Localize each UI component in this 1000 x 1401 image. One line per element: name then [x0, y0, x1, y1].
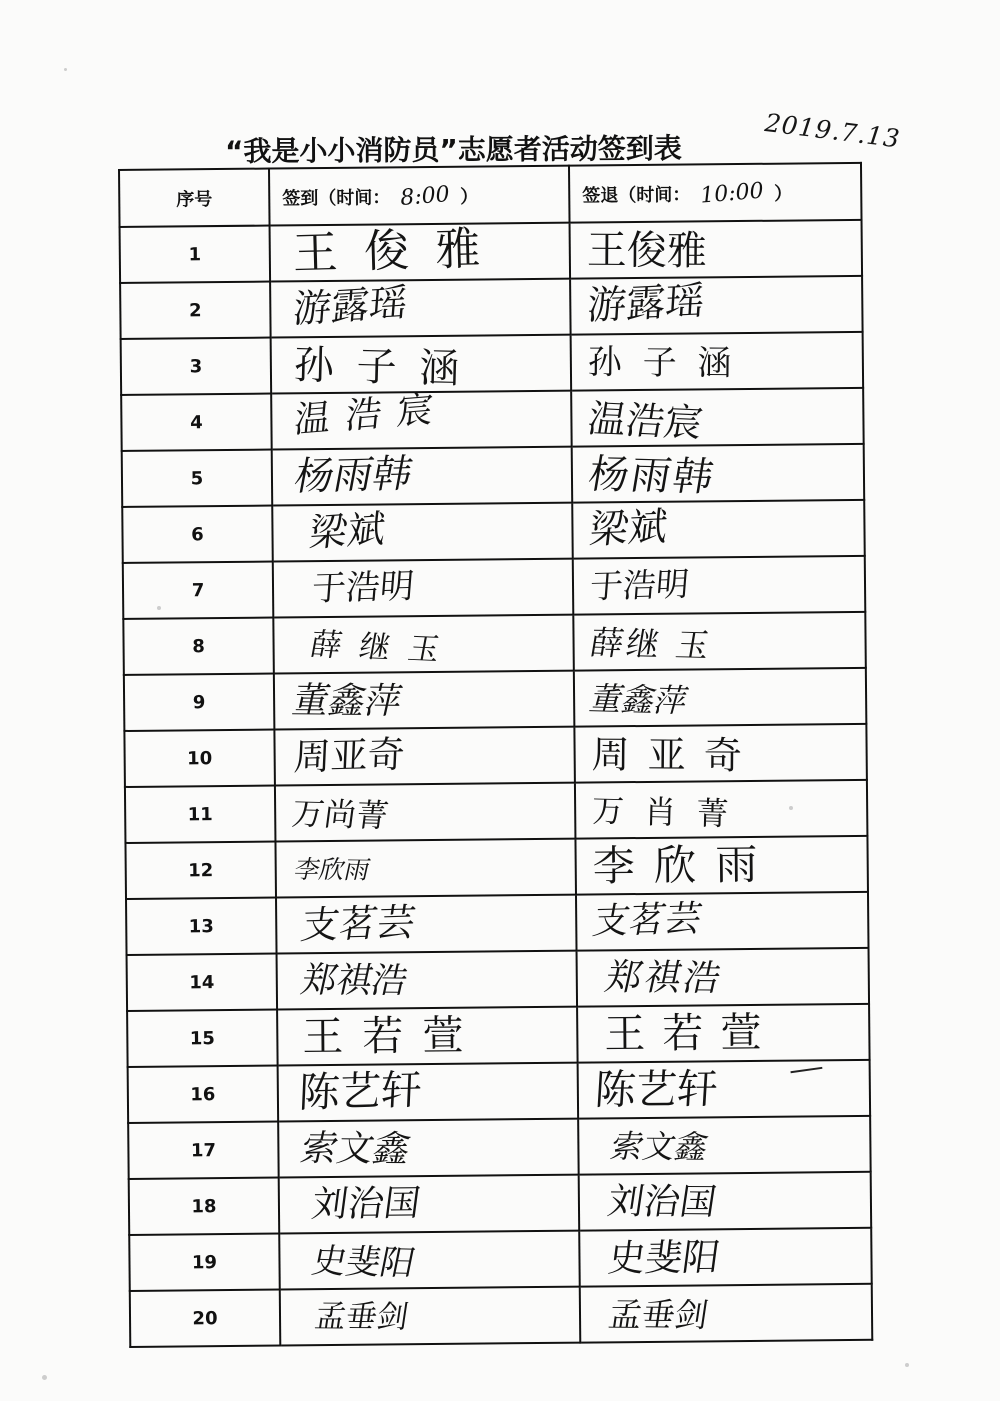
sign-out-cell: [578, 1116, 871, 1175]
row-number: 14: [127, 954, 278, 1011]
paper-speck: [64, 68, 67, 71]
sign-in-cell: [271, 335, 572, 394]
sign-in-cell: [277, 951, 578, 1010]
sign-in-header-prefix: 签到（时间：: [282, 186, 391, 209]
sign-in-cell: [280, 1287, 581, 1346]
row-number: 11: [125, 786, 276, 843]
sign-out-signature: 孟垂剑: [606, 1294, 711, 1335]
table-row: [126, 892, 869, 955]
sign-out-cell: [577, 1004, 870, 1063]
row-number: 7: [123, 562, 274, 619]
sign-out-signature: 游露瑶: [585, 278, 706, 330]
sign-in-cell: [277, 1007, 578, 1066]
sign-out-signature: 王俊雅: [586, 227, 707, 275]
sign-in-cell: [274, 671, 575, 730]
row-number: 15: [127, 1010, 278, 1067]
attendance-table: [118, 162, 873, 1348]
sign-out-cell: [572, 444, 865, 503]
sign-out-signature: 支茗芸: [589, 898, 706, 943]
sign-in-cell: [273, 559, 574, 618]
sign-out-signature: 周 亚 奇: [591, 732, 745, 778]
sign-out-cell: [573, 556, 866, 615]
sign-out-signature: 杨雨韩: [585, 451, 719, 501]
sign-out-header-suffix: ）: [774, 183, 793, 205]
sign-in-signature: 李欣雨: [291, 854, 373, 885]
sign-out-signature: 万 肖 菁: [591, 791, 734, 834]
sign-in-signature: 王 俊 雅: [292, 221, 488, 280]
number-column-header: 序号: [119, 169, 270, 227]
sign-out-cell: [572, 500, 865, 559]
sign-in-cell: [270, 279, 571, 338]
sign-out-cell: [578, 1060, 871, 1119]
row-number: 3: [121, 338, 272, 395]
sign-out-cell: [574, 724, 867, 783]
table-row: [128, 1060, 871, 1123]
table-row: [121, 388, 864, 451]
sign-out-cell: [579, 1172, 872, 1231]
sign-in-signature: 孟垂剑: [312, 1298, 411, 1336]
sign-in-signature: 杨雨韩: [290, 451, 417, 500]
sign-out-signature: 郑祺浩: [601, 957, 728, 1000]
row-number: 20: [130, 1289, 281, 1346]
sign-in-signature: 周亚奇: [292, 732, 406, 779]
row-number: 8: [123, 618, 274, 675]
table-row: [124, 724, 867, 787]
sign-in-cell: [279, 1231, 580, 1290]
table-row: [130, 1284, 873, 1347]
sign-in-signature: 史斐阳: [308, 1241, 419, 1284]
table-row: [121, 332, 864, 395]
sign-in-signature: 刘治国: [309, 1183, 423, 1226]
page-title: “我是小小消防员”志愿者活动签到表: [224, 131, 682, 168]
table-row: [128, 1116, 871, 1179]
sign-in-column-header: [269, 166, 570, 226]
table-row: [123, 612, 866, 675]
table-row: [122, 444, 865, 507]
sign-out-column-header: [569, 163, 862, 223]
sign-in-signature: 梁斌: [306, 506, 388, 556]
sign-in-cell: [276, 895, 577, 954]
sign-in-signature: 郑祺浩: [297, 960, 412, 1002]
sign-out-signature: 索文鑫: [607, 1127, 712, 1167]
table-row: [127, 948, 870, 1011]
sign-in-header-suffix: ）: [460, 186, 479, 208]
row-number: 6: [122, 506, 273, 563]
row-number: 10: [124, 730, 275, 787]
sign-out-signature: 梁斌: [586, 504, 670, 554]
table-row: [120, 276, 863, 339]
sign-out-cell: [579, 1228, 872, 1287]
table-row: [124, 668, 867, 731]
sign-in-signature: 孙 子 涵: [293, 342, 465, 393]
sign-out-signature: 刘治国: [604, 1181, 720, 1224]
table-row: [129, 1172, 872, 1235]
table-row: [125, 836, 868, 899]
sign-out-signature: 温浩宸: [584, 396, 706, 446]
table-row: [122, 500, 865, 563]
sign-out-cell: [574, 668, 867, 727]
sign-in-signature: 薛 继 玉: [307, 626, 447, 669]
sign-out-signature: 于浩明: [588, 564, 691, 607]
sign-out-signature: 薛继 玉: [587, 623, 716, 665]
row-number: 13: [126, 898, 277, 955]
sign-out-cell: [575, 780, 868, 839]
sign-in-cell: [275, 839, 576, 898]
sign-out-cell: [570, 220, 863, 279]
sign-out-cell: [577, 948, 870, 1007]
table-row: [127, 1004, 870, 1067]
sign-in-time-handwritten: 8:00: [399, 181, 451, 211]
sign-in-signature: 万尚菁: [289, 794, 391, 835]
row-number: 5: [122, 450, 273, 507]
sign-out-cell: [580, 1284, 873, 1343]
sign-out-signature: 陈艺轩: [593, 1064, 720, 1114]
sign-in-signature: 陈艺轩: [297, 1065, 423, 1117]
sign-in-signature: 索文鑫: [297, 1128, 415, 1171]
sign-in-cell: [273, 615, 574, 674]
sign-out-cell: [573, 612, 866, 671]
sign-in-signature: 游露瑶: [291, 280, 409, 332]
sign-out-header-prefix: 签退（时间：: [582, 184, 691, 207]
sign-in-signature: 温 浩 宸: [292, 388, 437, 442]
sign-out-cell: [571, 388, 864, 447]
row-number: 12: [125, 842, 276, 899]
table-row: [129, 1228, 872, 1291]
row-number: 16: [128, 1066, 279, 1123]
row-number: 4: [121, 394, 272, 451]
sign-out-signature: 王 若 萱: [604, 1008, 764, 1058]
sign-in-signature: 王 若 萱: [302, 1011, 467, 1061]
sign-out-signature: 李 欣 雨: [592, 839, 761, 891]
paper-speck: [905, 1363, 909, 1367]
table-row: [125, 780, 868, 843]
sign-in-cell: [278, 1119, 579, 1178]
sign-in-cell: [270, 223, 571, 282]
sign-in-cell: [275, 783, 576, 842]
row-number: 9: [124, 674, 275, 731]
sign-out-signature: 史斐阳: [605, 1235, 723, 1280]
row-number: 2: [120, 282, 271, 339]
row-number: 17: [128, 1122, 279, 1179]
sign-in-cell: [278, 1063, 579, 1122]
sign-in-signature: 于浩明: [310, 566, 416, 610]
sign-in-cell: [272, 447, 573, 506]
sign-out-cell: [570, 276, 863, 335]
sign-in-cell: [279, 1175, 580, 1234]
sign-in-cell: [272, 503, 573, 562]
sign-out-cell: [575, 836, 868, 895]
sign-out-cell: [571, 332, 864, 391]
sign-out-signature: 孙 子 涵: [587, 342, 737, 384]
table-row: [123, 556, 866, 619]
paper-speck: [42, 1375, 47, 1380]
table-header-row: [119, 163, 862, 227]
row-number: 19: [129, 1234, 280, 1291]
row-number: 1: [120, 226, 271, 283]
sign-in-signature: 董鑫萍: [288, 680, 406, 723]
sign-out-time-handwritten: 10:00: [699, 178, 765, 209]
sign-in-cell: [274, 727, 575, 786]
row-number: 18: [129, 1178, 280, 1235]
table-row: [120, 220, 863, 283]
sign-out-cell: [576, 892, 869, 951]
sign-in-signature: 支茗芸: [297, 900, 419, 948]
sign-out-signature: 董鑫萍: [585, 679, 693, 720]
handwritten-date: 2019.7.13: [763, 108, 902, 154]
sign-in-cell: [271, 388, 572, 450]
